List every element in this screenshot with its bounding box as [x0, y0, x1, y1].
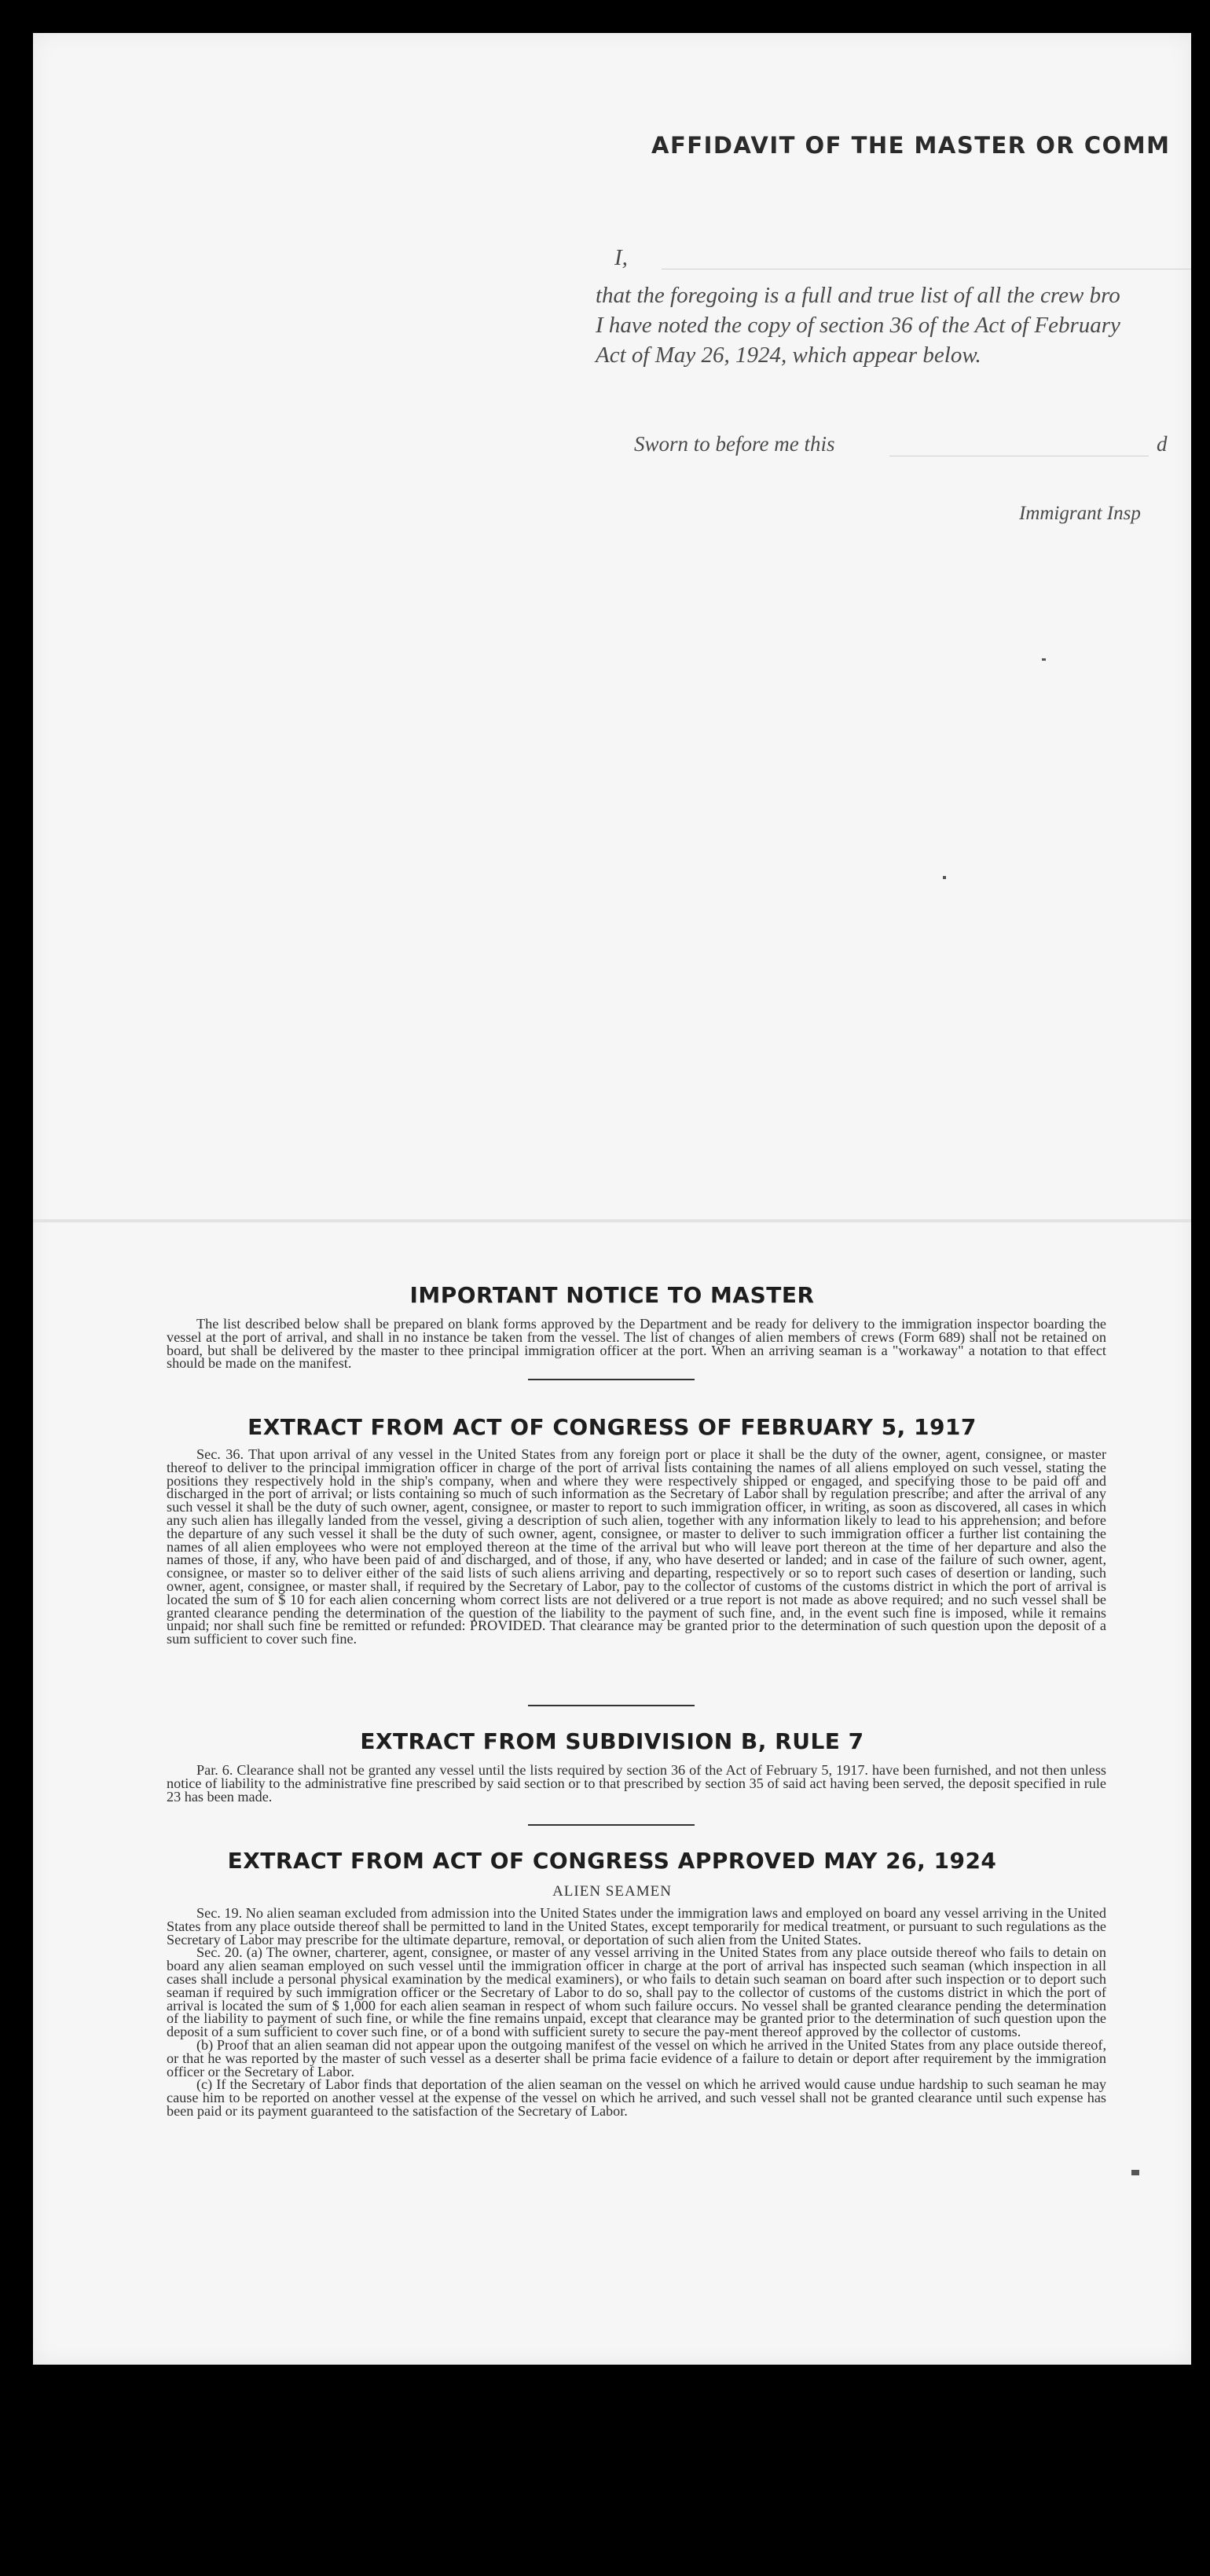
notice-paragraph: The list described below shall be prepared on blank forms approved by the Department and be ready for delivery to the immigration inspector boarding the vessel at the port of arrival, and shall in no instance be taken from the vessel. The list of changes of alien members of crews (Form 689) shall not be retained on board, but shall be delivered by the master to thee principal immigration officer at the port. When an arriving seaman is a "workaway" a notation to that effect should be made on the manifest.: [167, 1316, 1106, 1372]
sec20b-paragraph: (b) Proof that an alien seaman did not appear upon the outgoing manifest of the vessel on which he arrived in the United States from any place outside thereof, or that he was reported by the master of such vessel as a deserter shall be prima facie evidence of a failure to detain or deport after requirement by the immigration officer or the Secretary of Labor.: [167, 2036, 1106, 2079]
affidavit-line-1: that the foregoing is a full and true list of all the crew bro: [596, 283, 1120, 308]
rule7-text-block: [167, 1764, 1106, 1803]
document-page: [33, 33, 1191, 2365]
affidavit-line-i: I,: [614, 245, 628, 270]
speck: [1042, 658, 1046, 661]
notice-text-block: [167, 1317, 1106, 1370]
sec20a-paragraph: Sec. 20. (a) The owner, charterer, agent, consignee, or master of any vessel arriving in the United States from any place outside thereof who fails to detain on board any alien seaman employed on such vessel until the immigration officer in charge at the port of arrival has inspected such seaman (which inspection in all cases shall include a personal physical examination by the medical examiners), or who fails to detain such seaman on board after such inspection or to deport such seaman if required by such immigration officer or the Secretary of Labor to do so, shall pay to the collector of customs of the customs district in which the port of arrival is located the sum of $ 1,000 for each alien seaman in respect of whom such failure occurs. No vessel shall be granted clearance pending the determination of the liability to payment of such fine, or while the fine remains unpaid, except that clearance may be granted prior to the determination of such question upon the deposit of a sum sufficient to cover such fine, or of a bond with sufficient surety to secure the pay-ment thereof approved by the collector of customs.: [167, 1944, 1106, 2040]
notice-title: IMPORTANT NOTICE TO MASTER: [409, 1282, 815, 1308]
affidavit-title: AFFIDAVIT OF THE MASTER OR COMM: [651, 132, 1171, 159]
section-divider: [528, 1824, 695, 1826]
fold-line: [33, 1219, 1191, 1222]
sec20c-paragraph: (c) If the Secretary of Labor finds that deportation of the alien seaman on the vessel on which he arrived would cause undue hardship to such seaman he may cause him to be reported on another vessel at the expense of the vessel on which he arrived, and such vessel shall not be granted clearance until such expense has been paid or its payment guaranteed to the satisfaction of the Secretary of Labor.: [167, 2076, 1106, 2119]
section-divider: [528, 1379, 695, 1380]
speck: [1131, 2170, 1139, 2175]
inspector-label: Immigrant Insp: [1019, 503, 1141, 524]
extract-1924-text-block: [167, 1907, 1106, 2118]
alien-seamen-subtitle: ALIEN SEAMEN: [552, 1883, 672, 1900]
affidavit-line-3: Act of May 26, 1924, which appear below.: [596, 343, 981, 368]
rule7-title: EXTRACT FROM SUBDIVISION B, RULE 7: [360, 1728, 864, 1754]
affidavit-line-2: I have noted the copy of section 36 of the Act of February: [596, 313, 1120, 338]
section-divider: [528, 1705, 695, 1706]
sec19-paragraph: Sec. 19. No alien seaman excluded from admission into the United States under the immigration laws and employed on board any vessel arriving in the United States from any place outside thereof shall be permitted to land in the United States, except temporarily for medical treatment, or pursuant to such regulations as the Secretary of Labor may prescribe for the ultimate departure, removal, or deportation of such alien from the United States.: [167, 1905, 1106, 1948]
extract-1924-title: EXTRACT FROM ACT OF CONGRESS APPROVED MAY 26, 1924: [227, 1848, 997, 1874]
sworn-suffix: d: [1157, 432, 1168, 456]
sworn-line: Sworn to before me this: [634, 432, 835, 456]
speck: [943, 876, 946, 879]
par6-paragraph: Par. 6. Clearance shall not be granted any vessel until the lists required by section 36 of the Act of February 5, 1917. have been furnished, and not then unless notice of liability to the administrative fine prescribed by said section or to that prescribed by section 35 of said act having been served, the deposit specified in rule 23 has been made.: [167, 1762, 1106, 1805]
sec36-paragraph: Sec. 36. That upon arrival of any vessel in the United States from any foreign port or place it shall be the duty of the owner, agent, consignee, or master thereof to deliver to the principal immigration officer in charge of the port of arrival lists containing the names of all aliens employed on such vessel, stating the positions they respectively hold in the ship's company, when and where they were respectively shipped or engaged, and specifying those to be paid off and discharged in the port of arrival; or lists containing so much of such information as the Secretary of Labor shall by regulation prescribe; and after the arrival of any such vessel it shall be the duty of such owner, agent, consignee, or master to report to such immigration officer, in writing, as soon as discovered, all cases in which any such alien has illegally landed from the vessel, giving a description of such alien, together with any information likely to lead to his apprehension; and before the departure of any such vessel it shall be the duty of such owner, agent, consignee, or master to deliver to such immigration officer a further list containing the names of all alien employees who were not employed thereon at the time of the arrival but who will leave port thereon at the time of her departure and also the names of those, if any, who have been paid of and discharged, and of those, if any, who have deserted or landed; and in case of the failure of such owner, agent, consignee, or master so to deliver either of the said lists of such aliens arriving and departing, respectively or so to report such cases of desertion or landing, such owner, agent, consignee, or master shall, if required by the Secretary of Labor, pay to the collector of customs of the customs district in which the port of arrival is located the sum of $ 10 for each alien concerning whom correct lists are not delivered or a true report is not made as above required; and no such vessel shall be granted clearance pending the determination of the question of the liability to the payment of such fine, and, in the event such fine is imposed, while it remains unpaid; nor shall such fine be remitted or refunded: PROVIDED. That clearance may be granted prior to the determination of such question upon the deposit of a sum sufficient to cover such fine.: [167, 1446, 1106, 1647]
extract-1917-title: EXTRACT FROM ACT OF CONGRESS OF FEBRUARY 5, 1917: [248, 1414, 977, 1440]
extract-1917-text-block: [167, 1448, 1106, 1646]
